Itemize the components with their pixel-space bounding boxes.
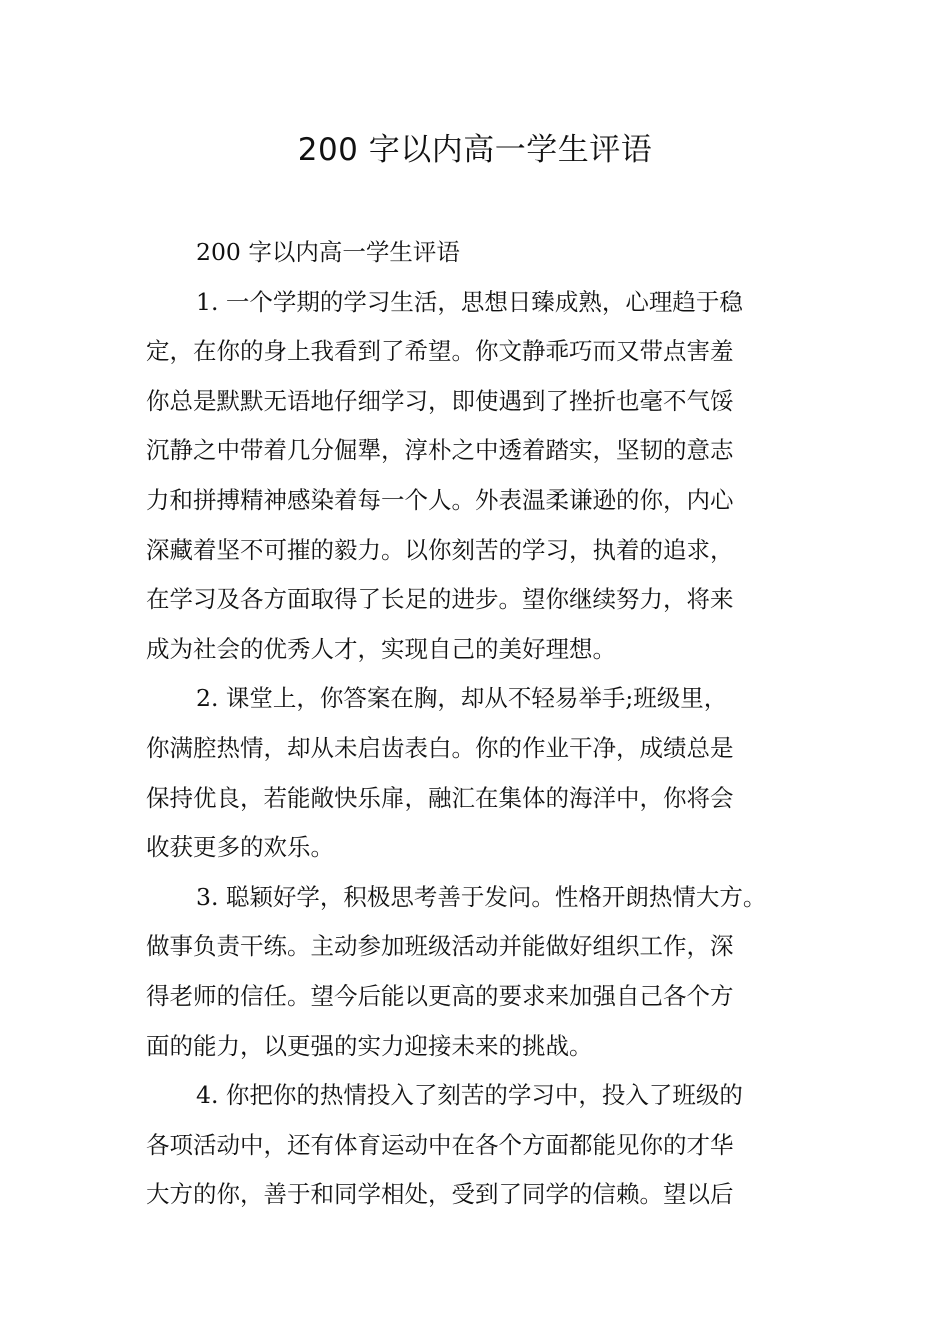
subtitle-line: 200 字以内高一学生评语: [196, 238, 460, 266]
paragraph-3-line: 3. 聪颖好学，积极思考善于发问。性格开朗热情大方。: [196, 882, 767, 911]
paragraph-4-line: 4. 你把你的热情投入了刻苦的学习中，投入了班级的: [196, 1081, 743, 1110]
paragraph-4-line: 大方的你，善于和同学相处，受到了同学的信赖。望以后: [146, 1180, 734, 1209]
paragraph-1-line: 成为社会的优秀人才，实现自己的美好理想。: [146, 634, 616, 663]
paragraph-1-line: 深藏着坚不可摧的毅力。以你刻苦的学习，执着的追求，: [146, 535, 734, 564]
paragraph-1-line: 在学习及各方面取得了长足的进步。望你继续努力，将来: [146, 585, 734, 614]
document-title: 200 字以内高一学生评语: [297, 132, 653, 168]
paragraph-1-line: 1. 一个学期的学习生活，思想日臻成熟，心理趋于稳: [196, 287, 743, 316]
paragraph-4-line: 各项活动中，还有体育运动中在各个方面都能见你的才华: [146, 1130, 734, 1159]
paragraph-1-line: 你总是默默无语地仔细学习，即使遇到了挫折也毫不气馁: [146, 386, 734, 415]
paragraph-3-line: 做事负责干练。主动参加班级活动并能做好组织工作，深: [146, 932, 734, 961]
paragraph-2-line: 2. 课堂上，你答案在胸，却从不轻易举手;班级里，: [196, 684, 728, 713]
paragraph-1-line: 沉静之中带着几分倔犟，淳朴之中透着踏实，坚韧的意志: [146, 436, 734, 465]
paragraph-2-line: 收获更多的欢乐。: [146, 833, 334, 862]
paragraph-3-line: 面的能力，以更强的实力迎接未来的挑战。: [146, 1031, 593, 1060]
document-body: [146, 228, 822, 1220]
paragraph-1-line: 力和拼搏精神感染着每一个人。外表温柔谦逊的你，内心: [146, 485, 734, 514]
paragraph-1-line: 定，在你的身上我看到了希望。你文静乖巧而又带点害羞: [146, 337, 734, 366]
paragraph-2-line: 保持优良，若能敞快乐扉，融汇在集体的海洋中，你将会: [146, 783, 734, 812]
paragraph-2-line: 你满腔热情，却从未启齿表白。你的作业干净，成绩总是: [146, 733, 734, 762]
paragraph-3-line: 得老师的信任。望今后能以更高的要求来加强自己各个方: [146, 981, 734, 1010]
